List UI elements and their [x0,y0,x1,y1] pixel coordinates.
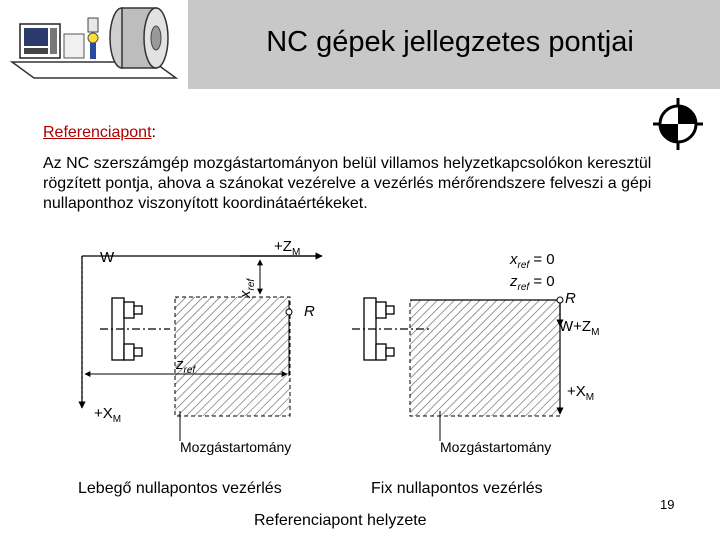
right-label-wpz: $W+Z_M$ [559,318,600,338]
definition-paragraph: Az NC szerszámgép mozgástartományon belül villamos helyzetkapcsolókon keresztül rögzített pontja, ahova a szánokat vezérelve a vezérlés mérőrendszere felveszi a gépi nullaponthoz viszonyított koordinátaértékeket. [43,155,652,212]
right-label-zref0: $z_{ref} = 0$ [510,273,555,293]
heading-link[interactable]: Referenciapont [43,124,152,141]
page-number: 19 [660,497,675,512]
caption-floating-zero: Lebegő nullapontos vezérlés [78,480,282,497]
page-title: NC gépek jellegzetes pontjai [266,26,634,58]
logo-panel [0,0,188,89]
left-label-w: W [100,249,115,266]
right-diagram [352,251,599,455]
left-diagram [82,238,322,455]
cnc-lathe-icon [4,4,184,84]
right-label-r: R [565,290,576,307]
reference-point-symbol-icon [653,98,703,150]
right-label-px: $+X_M$ [567,383,595,403]
right-motion-area [410,300,560,416]
caption-reference-position: Referenciapont helyzete [254,512,427,529]
left-lathe-chuck [100,298,170,360]
right-reference-point [557,297,563,303]
right-area-label: Mozgástartomány [440,439,552,455]
left-label-zref: $z_{ref}$ [176,356,196,376]
heading-suffix: : [151,124,156,141]
right-label-xref0: $x_{ref} = 0$ [510,251,555,271]
left-label-xref: $x_{ref}$ [237,278,257,298]
left-label-pz: $+Z_M$ [274,238,301,258]
section-heading [43,124,156,142]
left-label-px: $+X_M$ [94,405,122,425]
reference-point-diagram [60,236,620,474]
left-reference-point [286,309,292,315]
left-area-label: Mozgástartomány [180,439,292,455]
left-motion-area [175,297,290,416]
caption-fixed-zero: Fix nullapontos vezérlés [371,480,543,497]
left-label-r: R [304,303,315,320]
header-bar [0,0,720,89]
